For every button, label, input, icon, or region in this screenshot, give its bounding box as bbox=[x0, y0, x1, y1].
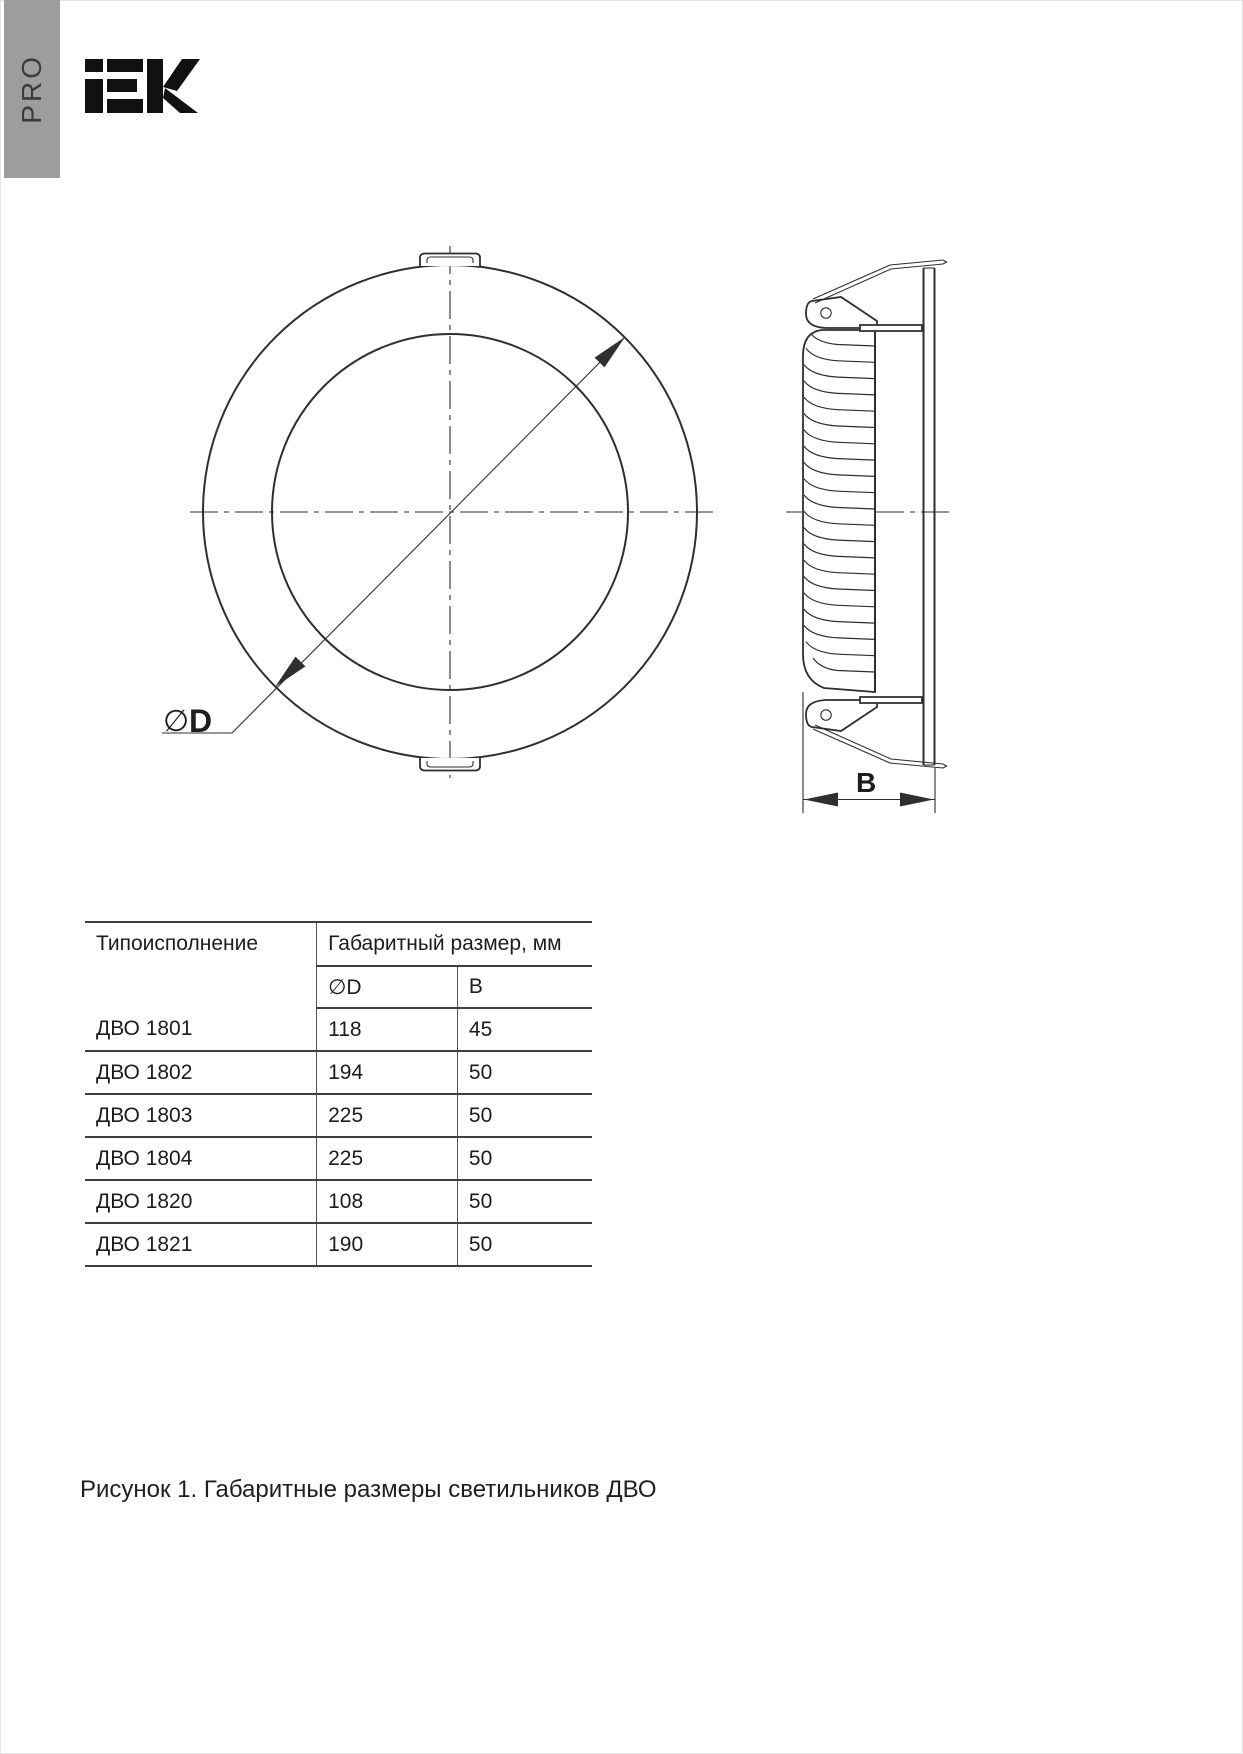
table-row bbox=[85, 1180, 592, 1223]
table-row bbox=[85, 1051, 592, 1094]
table-row bbox=[85, 1094, 592, 1137]
side-view bbox=[786, 260, 954, 813]
type-cell: ДВО 1802 bbox=[85, 1051, 317, 1094]
type-cell: ДВО 1801 bbox=[85, 1008, 317, 1051]
table-row bbox=[85, 1137, 592, 1180]
subheader-b: B bbox=[457, 966, 592, 1008]
b-cell: 50 bbox=[457, 1137, 592, 1180]
type-cell: ДВО 1821 bbox=[85, 1223, 317, 1266]
size-header-cell: Габаритный размер, мм bbox=[317, 922, 592, 966]
flange bbox=[924, 268, 935, 765]
d-cell: 118 bbox=[317, 1008, 458, 1051]
diameter-letter: D bbox=[189, 703, 213, 739]
d-cell: 225 bbox=[317, 1094, 458, 1137]
type-header-cell: Типоисполнение bbox=[85, 922, 317, 1008]
type-cell: ДВО 1803 bbox=[85, 1094, 317, 1137]
diameter-symbol: ∅ bbox=[163, 705, 190, 738]
front-view bbox=[162, 246, 715, 778]
b-cell: 50 bbox=[457, 1051, 592, 1094]
spec-table bbox=[85, 921, 592, 1267]
table-header-row bbox=[85, 922, 592, 966]
table-row bbox=[85, 1008, 592, 1051]
width-letter: B bbox=[856, 767, 877, 798]
b-cell: 50 bbox=[457, 1094, 592, 1137]
top-mounting-tab bbox=[420, 254, 480, 267]
subheader-d: ∅D bbox=[317, 966, 458, 1008]
d-cell: 225 bbox=[317, 1137, 458, 1180]
b-cell: 45 bbox=[457, 1008, 592, 1051]
b-cell: 50 bbox=[457, 1180, 592, 1223]
b-cell: 50 bbox=[457, 1223, 592, 1266]
d-cell: 108 bbox=[317, 1180, 458, 1223]
pro-label: PRO bbox=[16, 54, 47, 124]
figure-caption: Рисунок 1. Габаритные размеры светильников ДВО bbox=[80, 1476, 657, 1503]
table-row bbox=[85, 1223, 592, 1266]
type-cell: ДВО 1820 bbox=[85, 1180, 317, 1223]
bottom-spring-clip bbox=[806, 697, 947, 768]
d-cell: 190 bbox=[317, 1223, 458, 1266]
top-spring-clip bbox=[806, 260, 947, 331]
type-cell: ДВО 1804 bbox=[85, 1137, 317, 1180]
bottom-mounting-tab bbox=[420, 758, 480, 771]
d-cell: 194 bbox=[317, 1051, 458, 1094]
